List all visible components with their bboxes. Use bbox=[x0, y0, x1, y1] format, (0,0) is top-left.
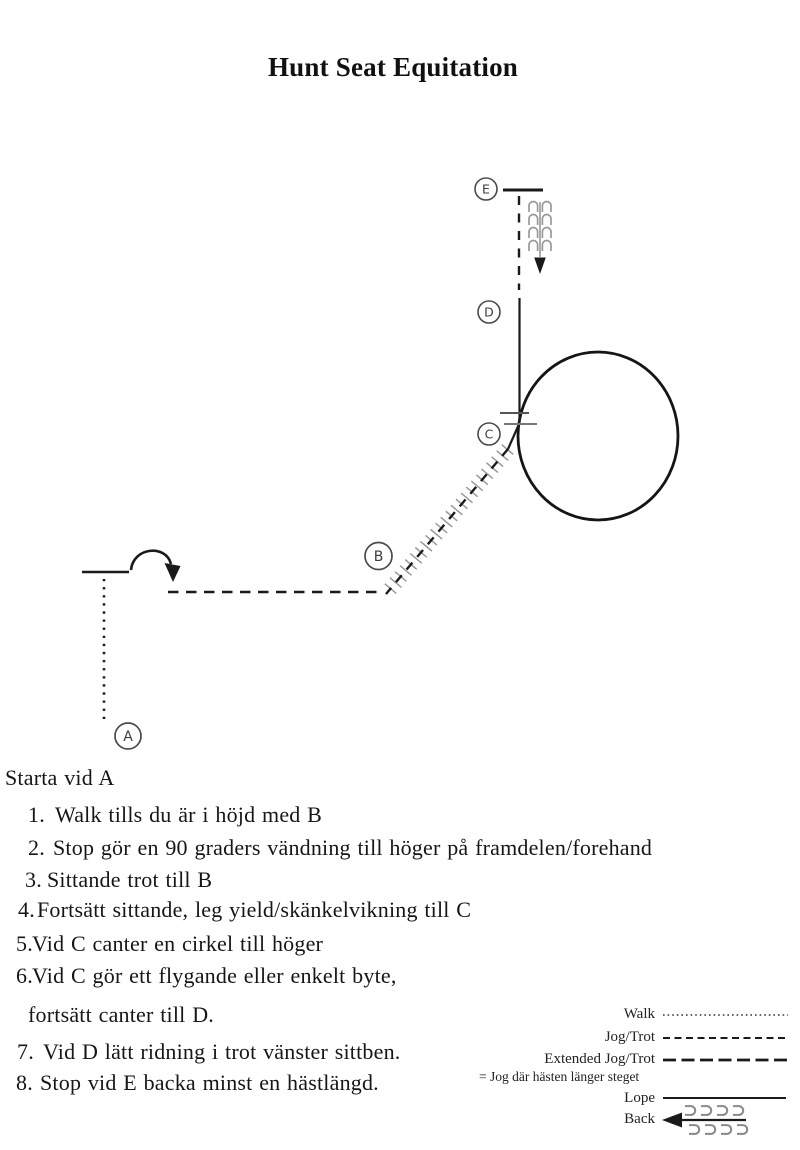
legend-jog-trot-label: Jog/Trot bbox=[604, 1029, 655, 1045]
marker-b bbox=[365, 543, 392, 570]
instruction-number: 7. bbox=[17, 1039, 34, 1064]
legend-back-label: Back bbox=[624, 1111, 655, 1127]
instruction-number: 6. bbox=[16, 963, 33, 988]
extended-jog-hatch bbox=[386, 449, 508, 594]
instruction-line bbox=[16, 931, 323, 957]
instruction-number: 2. bbox=[28, 835, 45, 860]
marker-a-label: A bbox=[123, 729, 133, 745]
legend-note: = Jog där hästen länger steget bbox=[479, 1069, 640, 1084]
instruction-text: Stop gör en 90 graders vändning till höger på framdelen/forehand bbox=[53, 835, 653, 860]
marker-e-label: E bbox=[482, 181, 490, 197]
instruction-number: 1. bbox=[28, 802, 45, 827]
legend-lope-label: Lope bbox=[624, 1090, 655, 1106]
page-title: Hunt Seat Equitation bbox=[267, 52, 519, 82]
instruction-number: 8. bbox=[16, 1070, 33, 1095]
legend-extended-jog-label: Extended Jog/Trot bbox=[544, 1051, 655, 1067]
back-symbol-e bbox=[529, 202, 551, 275]
instruction-line bbox=[28, 1002, 214, 1028]
instruction-number: 3. bbox=[25, 867, 42, 892]
instruction-number: 4. bbox=[18, 897, 35, 922]
instruction-text: fortsätt canter till D. bbox=[28, 1002, 214, 1027]
instructions-start: Starta vid A bbox=[5, 765, 115, 790]
instruction-text: Vid D lätt ridning i trot vänster sittben. bbox=[43, 1039, 401, 1064]
instruction-text: Stop vid E backa minst en hästlängd. bbox=[40, 1070, 379, 1095]
marker-e bbox=[475, 178, 497, 200]
extended-jog-path-b-c bbox=[386, 449, 508, 594]
instruction-line bbox=[16, 1070, 379, 1096]
instruction-text: Sittande trot till B bbox=[47, 867, 213, 892]
instruction-text: Vid C gör ett flygande eller enkelt byte, bbox=[32, 963, 397, 988]
instruction-text: Fortsätt sittande, leg yield/skänkelvikning till C bbox=[37, 897, 472, 922]
marker-d bbox=[478, 301, 500, 323]
marker-c bbox=[478, 423, 500, 445]
instruction-line bbox=[18, 897, 471, 923]
turn-arrow bbox=[131, 551, 181, 582]
instruction-text: Vid C canter en cirkel till höger bbox=[32, 931, 324, 956]
back-arrow-down bbox=[534, 258, 546, 275]
back-arrow-left bbox=[662, 1113, 682, 1128]
legend-walk-label: Walk bbox=[623, 1006, 655, 1022]
marker-c-label: C bbox=[484, 426, 494, 442]
canter-circle bbox=[518, 352, 678, 520]
instruction-line bbox=[16, 963, 397, 989]
instruction-line bbox=[25, 867, 212, 893]
instruction-line bbox=[17, 1039, 400, 1065]
instruction-line bbox=[28, 835, 652, 861]
marker-d-label: D bbox=[484, 304, 494, 320]
instruction-text: Walk tills du är i höjd med B bbox=[55, 802, 323, 827]
instruction-line bbox=[28, 802, 322, 828]
marker-b-label: B bbox=[373, 549, 384, 565]
marker-a bbox=[115, 723, 141, 749]
legend-symbols bbox=[662, 1015, 788, 1134]
instruction-number: 5. bbox=[16, 931, 33, 956]
legend-back-symbol bbox=[662, 1106, 747, 1134]
